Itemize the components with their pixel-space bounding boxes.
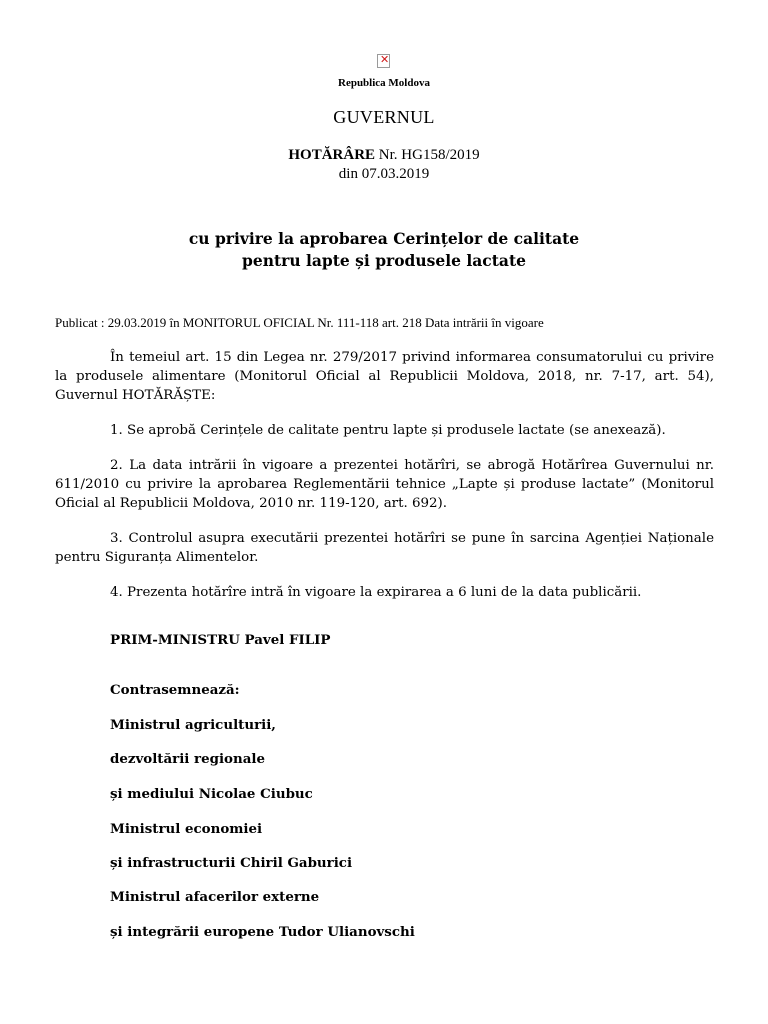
minister-economy-line-2: și infrastructurii Chiril Gaburici xyxy=(110,855,353,871)
countersign-label: Contrasemnează: xyxy=(110,682,240,698)
minister-foreign-affairs-line-2: și integrării europene Tudor Ulianovschi xyxy=(110,924,415,940)
authority-name: GUVERNUL xyxy=(333,107,435,127)
minister-agriculture-line-1: Ministrul agriculturii, xyxy=(110,717,276,733)
publication-info: Publicat : 29.03.2019 în MONITORUL OFICIAL Nr. 111-118 art. 218 Data intrării în vigoare xyxy=(55,315,544,330)
prime-minister-signature: PRIM-MINISTRU Pavel FILIP xyxy=(110,632,331,648)
article-4: 4. Prezenta hotărîre intră în vigoare la expirarea a 6 luni de la data publicării. xyxy=(110,585,642,600)
country-name: Republica Moldova xyxy=(338,77,430,89)
preamble-paragraph: În temeiul art. 15 din Legea nr. 279/2017 privind informarea consumatorului cu privire la produsele alimentare (Monitorul Oficial al Republicii Moldova, 2018, nr. 7-17, art. 54), Guvernul HOTĂRĂȘTE: xyxy=(55,350,714,403)
article-2: 2. La data intrării în vigoare a prezentei hotărîri, se abrogă Hotărîrea Guvernului nr. 611/2010 cu privire la aprobarea Reglementării tehnice „Lapte și produse lactate” (Monitorul Oficial al Republicii Moldova, 2010 nr. 119-120, art. 692). xyxy=(55,458,714,511)
decision-label: HOTĂRÂRE xyxy=(288,147,376,163)
document-title-line-2: pentru lapte și produsele lactate xyxy=(242,251,526,270)
article-3: 3. Controlul asupra executării prezentei hotărîri se pune în sarcina Agenției Naționale pentru Siguranța Alimentelor. xyxy=(55,531,714,565)
minister-economy-line-1: Ministrul economiei xyxy=(110,821,263,837)
decision-date: din 07.03.2019 xyxy=(338,166,430,182)
broken-image-icon: ✕ xyxy=(377,54,390,68)
document-title-line-1: cu privire la aprobarea Cerințelor de calitate xyxy=(188,229,580,248)
article-1: 1. Se aprobă Cerințele de calitate pentru lapte și produsele lactate (se anexează). xyxy=(110,423,666,438)
minister-agriculture-line-2: dezvoltării regionale xyxy=(110,751,266,767)
minister-foreign-affairs-line-1: Ministrul afacerilor externe xyxy=(110,889,320,905)
decision-number: Nr. HG158/2019 xyxy=(375,147,480,163)
decision-heading xyxy=(0,147,768,164)
minister-agriculture-line-3: și mediului Nicolae Ciubuc xyxy=(110,786,313,802)
